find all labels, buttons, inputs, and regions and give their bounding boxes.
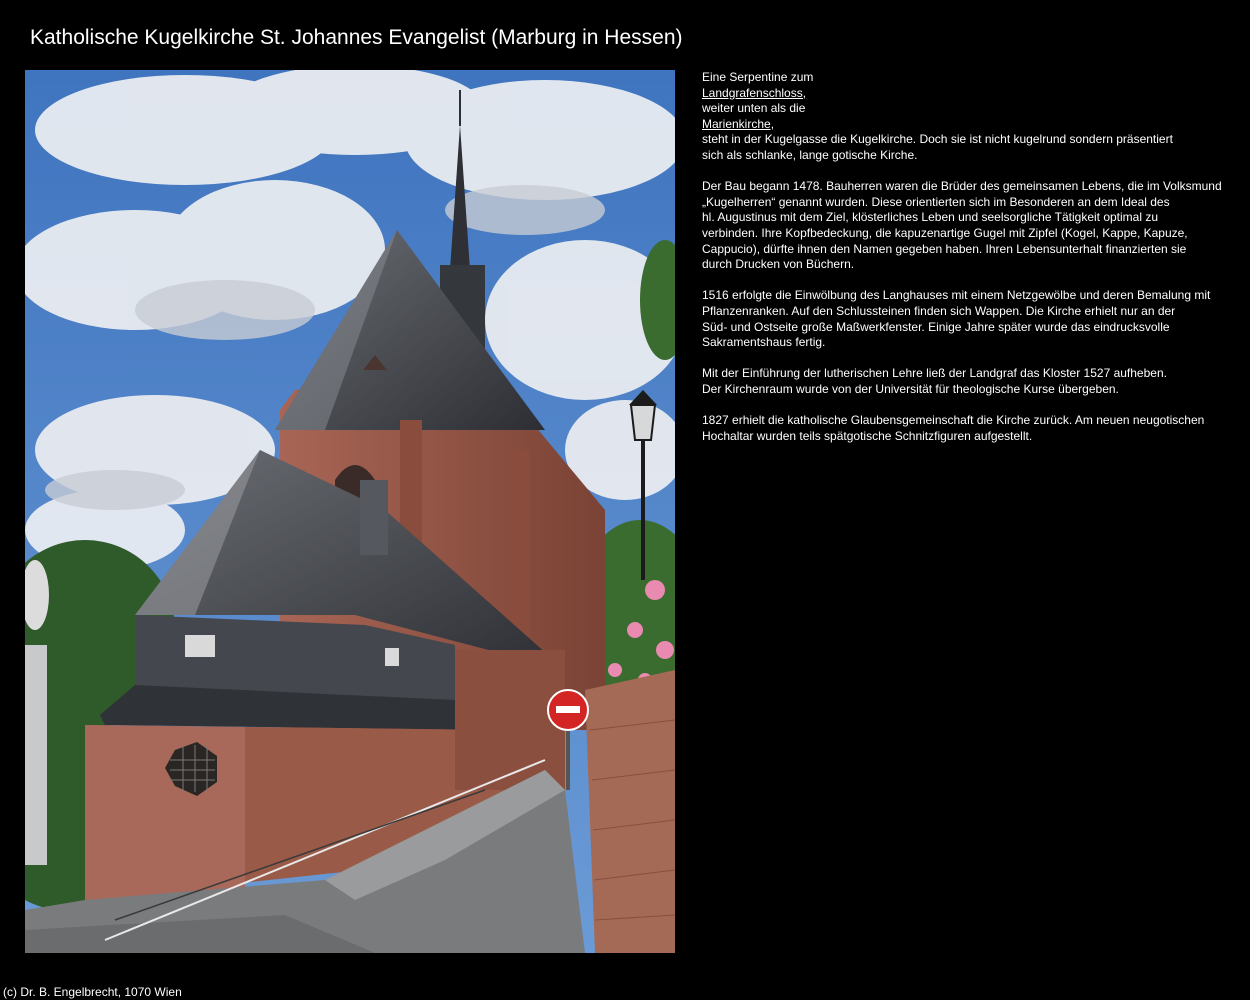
paragraph-return — [702, 413, 1232, 444]
text-line: Hochaltar wurden teils spätgotische Schnitzfiguren aufgestellt. — [702, 428, 1033, 443]
text-line: Süd- und Ostseite große Maßwerkfenster. Einige Jahre später wurde das eindrucksvolle — [702, 319, 1170, 334]
text-line: „Kugelherren“ genannt wurden. Diese orientierten sich im Besonderen an dem Ideal des — [702, 194, 1170, 209]
paragraph-reformation — [702, 366, 1232, 397]
church-photo-illustration — [25, 70, 675, 953]
church-photo[interactable] — [25, 70, 675, 953]
link-marienkirche[interactable]: Marienkirche, — [702, 116, 775, 131]
description-text — [702, 70, 1232, 460]
paragraph-history — [702, 179, 1232, 273]
text-line: Der Kirchenraum wurde von der Universität für theologische Kurse übergeben. — [702, 381, 1119, 396]
text-line: Mit der Einführung der lutherischen Lehre ließ der Landgraf das Kloster 1527 aufheben. — [702, 366, 1167, 381]
text-line: Cappucio), dürfte ihnen den Namen gegeben haben. Ihren Lebensunterhalt finanzierten sie — [702, 241, 1187, 256]
text-line: weiter unten als die — [702, 101, 806, 116]
copyright-footer: (c) Dr. B. Engelbrecht, 1070 Wien — [3, 985, 182, 999]
text-line: hl. Augustinus mit dem Ziel, klösterliches Leben und seelsorgliche Tätigkeit optimal zu — [702, 210, 1159, 225]
text-line: 1827 erhielt die katholische Glaubensgemeinschaft die Kirche zurück. Am neuen neugotischen — [702, 413, 1205, 428]
text-line: Der Bau begann 1478. Bauherren waren die Brüder des gemeinsamen Lebens, die im Volksmund — [702, 179, 1222, 194]
text-line: verbinden. Ihre Kopfbedeckung, die kapuzenartige Gugel mit Zipfel (Kogel, Kappe, Kapuze, — [702, 225, 1188, 240]
text-line: 1516 erfolgte die Einwölbung des Langhauses mit einem Netzgewölbe und deren Bemalung mit — [702, 288, 1211, 303]
text-line: Eine Serpentine zum — [702, 70, 814, 84]
paragraph-vault — [702, 288, 1232, 350]
text-line: sich als schlanke, lange gotische Kirche. — [702, 147, 918, 162]
page-title: Katholische Kugelkirche St. Johannes Evangelist (Marburg in Hessen) — [30, 26, 683, 49]
text-line: durch Drucken von Büchern. — [702, 257, 855, 272]
link-landgrafenschloss[interactable]: Landgrafenschloss, — [702, 85, 807, 100]
paragraph-intro — [702, 70, 1232, 164]
text-line: Sakramentshaus fertig. — [702, 335, 826, 350]
text-line: Pflanzenranken. Auf den Schlussteinen finden sich Wappen. Die Kirche erhielt nur an der — [702, 303, 1176, 318]
text-line: steht in der Kugelgasse die Kugelkirche. Doch sie ist nicht kugelrund sondern präsentiert — [702, 132, 1173, 147]
